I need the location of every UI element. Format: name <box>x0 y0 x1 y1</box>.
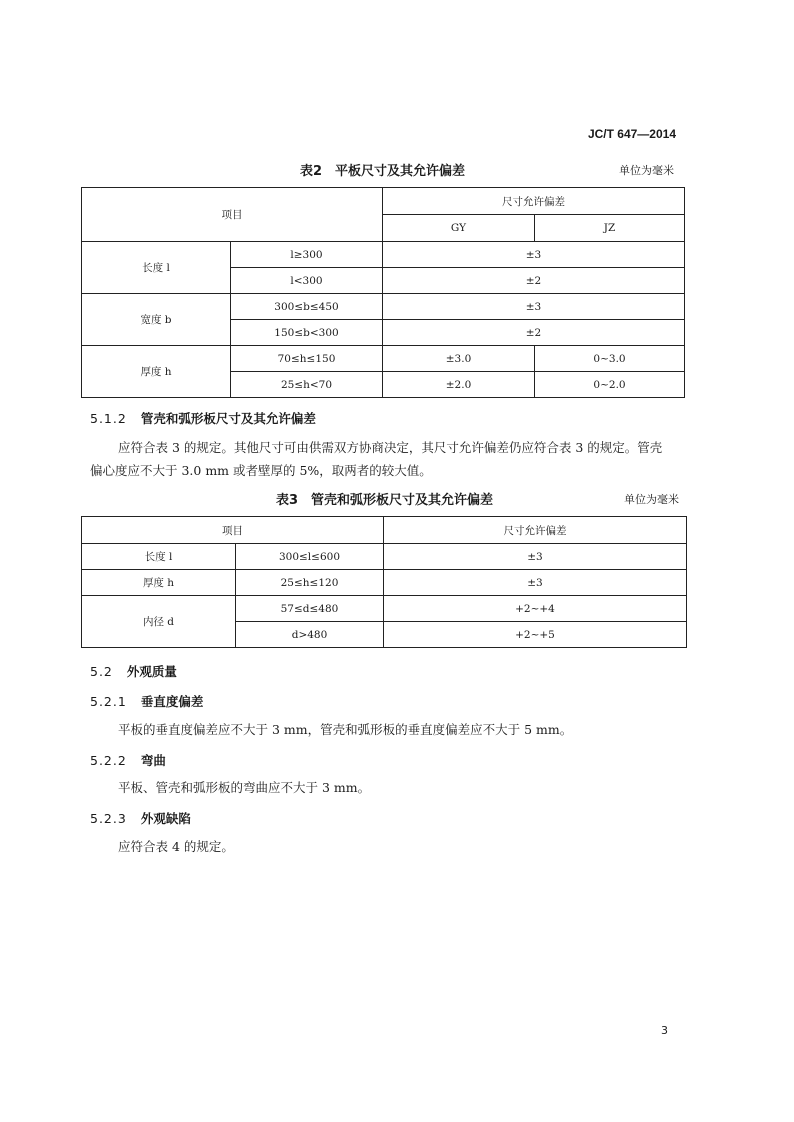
table2-row-gy: ±3.0 <box>383 346 535 372</box>
table2-header-item: 项目 <box>82 188 383 242</box>
table2-row-range: l≥300 <box>231 242 383 268</box>
table2-header-jz: JZ <box>535 215 685 242</box>
table2-header-gy: GY <box>383 215 535 242</box>
section-5-2-1-heading <box>90 692 203 710</box>
table3-row-range: d>480 <box>236 622 384 648</box>
table2-row-range: 25≤h<70 <box>231 372 383 398</box>
section-5-2-2-text: 平板、管壳和弧形板的弯曲应不大于 3 mm。 <box>118 780 371 795</box>
table3-row-range: 57≤d≤480 <box>236 596 384 622</box>
paragraph-line: 偏心度应不大于 3.0 mm 或者壁厚的 5%，取两者的较大值。 <box>90 463 432 478</box>
section-title: 垂直度偏差 <box>140 694 204 709</box>
table3-row-range: 25≤h≤120 <box>236 570 384 596</box>
document-code: JC/T 647—2014 <box>587 127 676 141</box>
table2-row-range: 300≤b≤450 <box>231 294 383 320</box>
table2-row-gy: ±2.0 <box>383 372 535 398</box>
table2-header-tolerance: 尺寸允许偏差 <box>383 188 685 215</box>
section-title: 管壳和弧形板尺寸及其允许偏差 <box>140 411 316 426</box>
section-5-2-2-heading <box>90 751 166 769</box>
table2-row-jz: 0~2.0 <box>535 372 685 398</box>
table3-header-tolerance: 尺寸允许偏差 <box>384 517 687 544</box>
page-number: 3 <box>661 1024 668 1037</box>
section-5-1-2-heading <box>90 409 316 427</box>
table2 <box>81 187 685 398</box>
section-5-2-3-text: 应符合表 4 的规定。 <box>118 839 234 854</box>
table2-row-item: 宽度 b <box>82 294 231 346</box>
section-number: 5.2.1 <box>90 694 127 709</box>
section-5-1-2-paragraph <box>90 436 718 482</box>
table3-row-item: 厚度 h <box>82 570 236 596</box>
table3-row-value: +2~+5 <box>384 622 687 648</box>
section-title: 外观质量 <box>126 664 177 679</box>
table3-row-value: ±3 <box>384 544 687 570</box>
table2-row-item: 长度 l <box>82 242 231 294</box>
table2-row-jz: 0~3.0 <box>535 346 685 372</box>
table2-caption: 表2 平板尺寸及其允许偏差 <box>300 164 466 179</box>
table3-unit: 单位为毫米 <box>624 493 679 506</box>
section-number: 5.2.3 <box>90 811 127 826</box>
table2-row-item: 厚度 h <box>82 346 231 398</box>
table3-caption: 表3 管壳和弧形板尺寸及其允许偏差 <box>276 493 494 508</box>
paragraph-line: 应符合表 3 的规定。其他尺寸可由供需双方协商决定，其尺寸允许偏差仍应符合表 3 的规定。管壳 <box>118 440 663 455</box>
section-number: 5.2.2 <box>90 753 127 768</box>
table2-row-value: ±3 <box>383 242 685 268</box>
table3-row-value: ±3 <box>384 570 687 596</box>
table2-row-range: 70≤h≤150 <box>231 346 383 372</box>
table3-row-item: 内径 d <box>82 596 236 648</box>
table2-row-value: ±2 <box>383 268 685 294</box>
table2-row-range: l<300 <box>231 268 383 294</box>
section-5-2-heading <box>90 662 177 680</box>
table2-unit: 单位为毫米 <box>619 164 674 177</box>
section-5-2-3-heading <box>90 809 191 827</box>
table3-row-range: 300≤l≤600 <box>236 544 384 570</box>
section-number: 5.1.2 <box>90 411 127 426</box>
table2-row-range: 150≤b<300 <box>231 320 383 346</box>
section-number: 5.2 <box>90 664 113 679</box>
table3 <box>81 516 687 648</box>
section-5-2-1-text: 平板的垂直度偏差应不大于 3 mm，管壳和弧形板的垂直度偏差应不大于 5 mm。 <box>118 722 573 737</box>
section-title: 弯曲 <box>140 753 166 768</box>
table3-header-item: 项目 <box>82 517 384 544</box>
table3-row-item: 长度 l <box>82 544 236 570</box>
table2-row-value: ±2 <box>383 320 685 346</box>
table3-row-value: +2~+4 <box>384 596 687 622</box>
table2-row-value: ±3 <box>383 294 685 320</box>
section-title: 外观缺陷 <box>140 811 191 826</box>
